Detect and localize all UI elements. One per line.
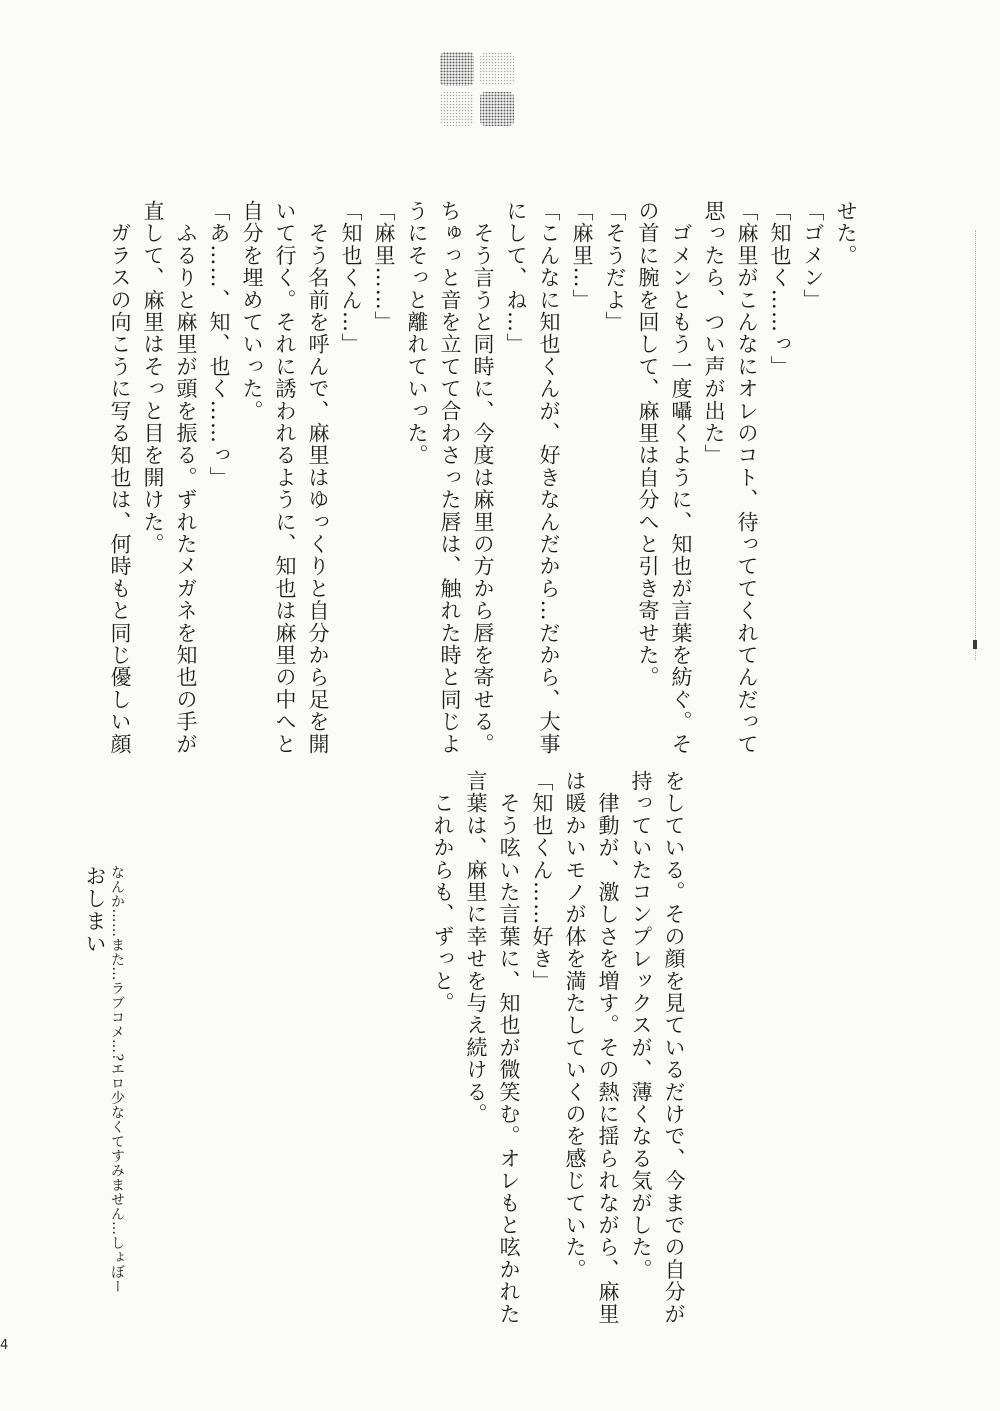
story-text-lower: をしている。その顔を見ているだけで、今までの自分が 持っていたコンプレックスが、薄くなる気がした。 律動が、激しさを増す。その熱に揺られながら、麻里 は暖かいモノが体を満たしていくのを感じていた。 「知也くん……好き」 そう呟いた言葉に、知也が微笑む。オレもと呟かれた 言葉は、麻里に幸せを与え続ける。 これからも、ずっと。 [431, 770, 686, 1325]
ornament-square-bottom-right [480, 92, 514, 126]
page-edge-dotted-line [973, 230, 976, 660]
ornament-square-top-left [440, 52, 474, 86]
four-square-dot-pattern-icon [440, 52, 514, 126]
ornament-square-bottom-left [440, 92, 474, 126]
ornament-square-top-right [480, 52, 514, 86]
afterword-note: なんか……また…ラブコメ…?エロ少なくてすみません…しょぼー [109, 865, 125, 1294]
page-number: 4 [0, 1338, 9, 1353]
afterword [84, 865, 128, 1385]
fin-label: おしまい [83, 865, 107, 955]
ornament [440, 52, 514, 126]
page-edge-mark [973, 640, 977, 649]
story-text-upper: せた。 「ゴメン」 「知也く……っ」 「麻里がこんなにオレのコト、待っててくれてんだって 思ったら、つい声が出た」 ゴメンともう一度囁くように、知也が言葉を紡ぐ。そ の首に腕を回して、麻里は自分へと引き寄せた。 「そうだよ」 「麻里…」 「こんなに知也くんが、好きなんだから…だから、大事 にして、ね…」 そう言うと同時に、今度は麻里の方から唇を寄せる。 ちゅっと音を立てて合わさった唇は、触れた時と同じよ うにそっと離れていった。 「麻里……」 「知也くん…」 そう名前を呼んで、麻里はゆっくりと自分から足を開 いて行く。それに誘われるように、知也は麻里の中へと 自分を埋めていった。 「あ……、知、也く……っ」 ふるりと麻里が頭を振る。ずれたメガネを知也の手が 直して、麻里はそっと目を開けた。 ガラスの向こうに写る知也は、何時もと同じ優しい顔 [108, 200, 858, 755]
